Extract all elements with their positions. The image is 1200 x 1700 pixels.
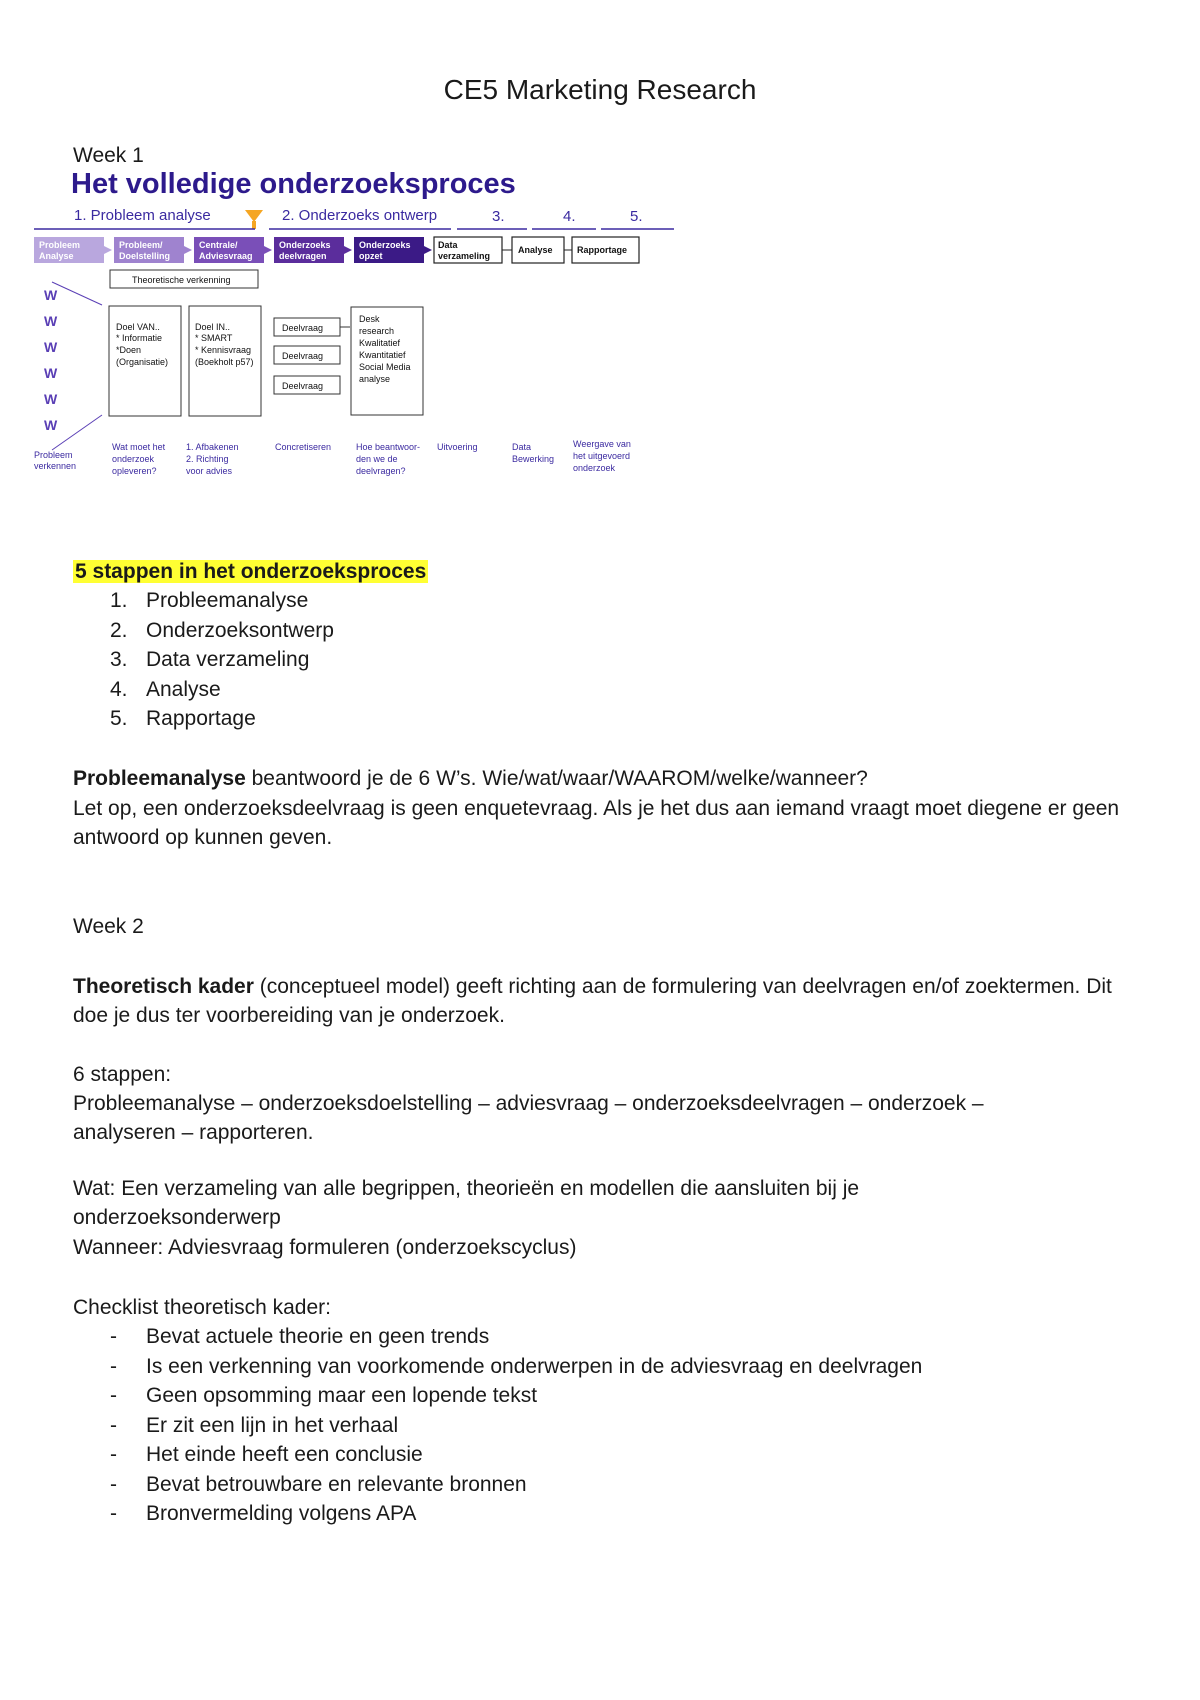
w-letter: W — [44, 417, 58, 433]
diagram-label: Deelvraag — [282, 351, 324, 361]
diagram-label: *Doen — [116, 345, 142, 355]
diagram-label: Deelvraag — [282, 323, 324, 333]
wanneer-line: Wanneer: Adviesvraag formuleren (onderzoekscyclus) — [73, 1236, 577, 1259]
diagram-label: 2. Richting — [186, 454, 229, 464]
checklist-label: Checklist theoretisch kader: — [73, 1296, 331, 1319]
diagram-label: Desk — [359, 314, 380, 324]
diagram-label: Probleem — [34, 450, 73, 460]
diagram-title: Het volledige onderzoeksproces — [71, 168, 516, 200]
diagram-label: deelvragen? — [356, 466, 406, 476]
svg-text:Doelstelling: Doelstelling — [119, 251, 171, 261]
filter-icon — [245, 210, 263, 222]
diagram-label: analyse — [359, 374, 391, 384]
svg-text:Analyse: Analyse — [39, 251, 74, 261]
steps-list — [110, 586, 334, 734]
diagram-label: den we de — [356, 454, 398, 464]
diagram-label: onderzoek — [573, 463, 616, 473]
svg-text:Probleem: Probleem — [39, 240, 81, 250]
list-item: - Bevat actuele theorie en geen trends — [110, 1325, 490, 1348]
list-item: 2. Onderzoeksontwerp — [110, 618, 334, 642]
phase-4-label: 4. — [563, 208, 576, 225]
w-letter: W — [44, 365, 58, 381]
diagram-label: (Organisatie) — [116, 357, 169, 367]
week1-heading: Week 1 — [73, 144, 144, 167]
svg-text:Centrale/: Centrale/ — [199, 240, 238, 250]
phase-5-label: 5. — [630, 208, 643, 225]
diagram-label: Hoe beantwoor- — [356, 442, 421, 452]
diagram-label: Social Media — [359, 362, 411, 372]
list-item: - Bevat betrouwbare en relevante bronnen — [110, 1472, 527, 1496]
diagram-label: Deelvraag — [282, 381, 324, 391]
stappen-label: 6 stappen: — [73, 1063, 172, 1086]
stappen-text: Probleemanalyse – onderzoeksdoelstelling – adviesvraag – onderzoeksdeelvragen – onderzoek – analyseren – rapporteren. — [73, 1092, 984, 1144]
wat-paragraph: Wat: Een verzameling van alle begrippen, theorieën en modellen die aansluiten bij je onderzoeksonderwerp — [73, 1177, 860, 1229]
probleemanalyse-paragraph: Probleemanalyse beantwoord je de 6 W’s. Wie/wat/waar/WAAROM/welke/wanneer? — [73, 767, 868, 790]
diagram-label: het uitgevoerd — [573, 451, 631, 461]
list-item: - Het einde heeft een conclusie — [110, 1443, 423, 1466]
diagram-label: Bewerking — [512, 454, 555, 464]
w-letter: W — [44, 339, 58, 355]
w-letter: W — [44, 313, 58, 329]
diagram-label: 1. Afbakenen — [186, 442, 239, 452]
svg-text:Rapportage: Rapportage — [577, 245, 628, 255]
diagram-label: Data — [512, 442, 532, 452]
diagram-label: Theoretische verkenning — [132, 275, 231, 285]
diagram-label: Doel VAN.. — [116, 322, 160, 332]
list-item: - Geen opsomming maar een lopende tekst — [110, 1384, 538, 1407]
diagram-label: Kwalitatief — [359, 338, 401, 348]
svg-text:opzet: opzet — [359, 251, 383, 261]
svg-text:Probleem/: Probleem/ — [119, 240, 163, 250]
svg-text:verzameling: verzameling — [438, 251, 491, 261]
phase-2-label: 2. Onderzoeks ontwerp — [282, 207, 438, 224]
phase-3-label: 3. — [492, 208, 505, 225]
diagram-label: opleveren? — [112, 466, 157, 476]
research-process-diagram — [34, 160, 679, 515]
diagram-label: research — [359, 326, 395, 336]
checklist — [110, 1322, 922, 1529]
diagram-label: Weergave van — [573, 439, 631, 449]
svg-text:deelvragen: deelvragen — [279, 251, 327, 261]
diagram-label: Kwantitatief — [359, 350, 406, 360]
list-item: 3. Data verzameling — [110, 648, 310, 671]
filter-icon-stem — [252, 221, 256, 229]
week2-heading: Week 2 — [73, 915, 144, 938]
svg-text:Onderzoeks: Onderzoeks — [279, 240, 331, 250]
diagram-label: * Kennisvraag — [195, 345, 252, 355]
phase-1-label: 1. Probleem analyse — [74, 207, 211, 224]
theoretisch-kader-paragraph: Theoretisch kader (conceptueel model) geeft richting aan de formulering van deelvragen en/of zoektermen. Dit doe je dus ter voorbereiding van je onderzoek. — [73, 975, 1112, 1027]
document-title: CE5 Marketing Research — [443, 74, 757, 105]
list-item: 4. Analyse — [110, 677, 221, 701]
list-item: 5. Rapportage — [110, 707, 256, 730]
diagram-label: onderzoek — [112, 454, 155, 464]
svg-text:Data: Data — [438, 240, 458, 250]
diagram-label: voor advies — [186, 466, 233, 476]
svg-text:Analyse: Analyse — [518, 245, 553, 255]
letop-paragraph: Let op, een onderzoeksdeelvraag is geen enquetevraag. Als je het dus aan iemand vraagt moet diegene er geen antwoord op kunnen geven. — [73, 797, 1120, 849]
diagram-label: Concretiseren — [275, 442, 332, 452]
diagram-label: Doel IN.. — [195, 322, 231, 332]
svg-text:Adviesvraag: Adviesvraag — [199, 251, 253, 261]
diagram-label: Uitvoering — [437, 442, 478, 452]
svg-text:Onderzoeks: Onderzoeks — [359, 240, 411, 250]
list-item: - Bronvermelding volgens APA — [110, 1502, 417, 1525]
list-item: - Is een verkenning van voorkomende onderwerpen in de adviesvraag en deelvragen — [110, 1354, 923, 1378]
steps-heading: 5 stappen in het onderzoeksproces — [75, 560, 427, 583]
diagram-label: * Informatie — [116, 333, 163, 343]
diagram-label: (Boekholt p57) — [195, 357, 254, 367]
w-letter: W — [44, 391, 58, 407]
diagram-label: Wat moet het — [112, 442, 166, 452]
list-item: 1. Probleemanalyse — [110, 589, 309, 612]
diagram-label: verkennen — [34, 461, 77, 471]
list-item: - Er zit een lijn in het verhaal — [110, 1413, 399, 1437]
w-letter: W — [44, 287, 58, 303]
diagram-label: * SMART — [195, 333, 233, 343]
